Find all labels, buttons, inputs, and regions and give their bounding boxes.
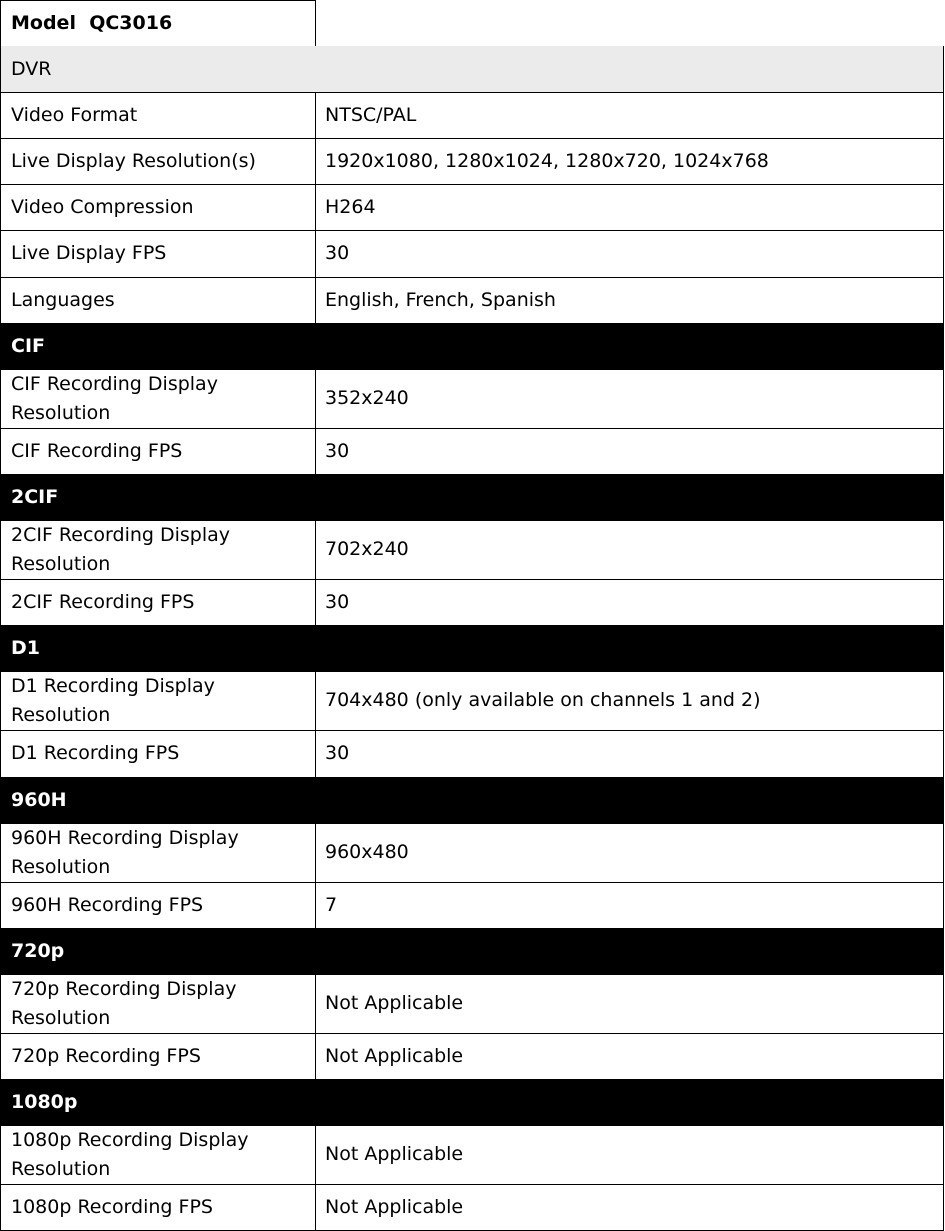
section-title: 720p xyxy=(0,928,944,975)
table-row xyxy=(0,92,945,139)
table-row xyxy=(0,579,945,626)
row-value: 30 xyxy=(315,730,944,778)
table-row xyxy=(0,974,945,1034)
section-title: DVR xyxy=(0,46,944,93)
table-row xyxy=(0,230,945,278)
table-row xyxy=(0,369,945,429)
row-label: Video Format xyxy=(0,92,316,139)
row-label: 1080p Recording FPS xyxy=(0,1184,316,1231)
section-header-960h xyxy=(0,777,945,824)
row-value: 7 xyxy=(315,882,944,929)
table-row xyxy=(0,730,945,778)
section-header-dvr xyxy=(0,46,945,93)
row-value: 30 xyxy=(315,428,944,475)
row-label: 2CIF Recording FPS xyxy=(0,579,316,626)
row-label: 960H Recording FPS xyxy=(0,882,316,929)
row-label: Live Display FPS xyxy=(0,230,316,278)
row-label: 1080p Recording Display Resolution xyxy=(0,1125,316,1185)
row-label: Video Compression xyxy=(0,184,316,231)
section-title: D1 xyxy=(0,625,944,672)
table-row xyxy=(0,823,945,883)
row-value: 704x480 (only available on channels 1 and 2) xyxy=(315,671,944,731)
row-value: 1920x1080, 1280x1024, 1280x720, 1024x768 xyxy=(315,138,944,185)
row-label: CIF Recording Display Resolution xyxy=(0,369,316,429)
section-header-cif xyxy=(0,323,945,370)
row-label: 720p Recording Display Resolution xyxy=(0,974,316,1034)
row-value: 30 xyxy=(315,230,944,278)
row-value: Not Applicable xyxy=(315,974,944,1034)
table-row xyxy=(0,184,945,231)
row-value: 702x240 xyxy=(315,520,944,580)
table-row xyxy=(0,520,945,580)
model-label: Model QC3016 xyxy=(11,12,173,34)
row-label: 720p Recording FPS xyxy=(0,1033,316,1080)
row-label: Live Display Resolution(s) xyxy=(0,138,316,185)
section-title: 1080p xyxy=(0,1079,944,1126)
section-header-720p xyxy=(0,928,945,975)
section-title: CIF xyxy=(0,323,944,370)
row-value: H264 xyxy=(315,184,944,231)
table-row xyxy=(0,882,945,929)
row-value: Not Applicable xyxy=(315,1184,944,1231)
row-label: 960H Recording Display Resolution xyxy=(0,823,316,883)
row-value: 352x240 xyxy=(315,369,944,429)
row-value: Not Applicable xyxy=(315,1033,944,1080)
section-title: 2CIF xyxy=(0,474,944,521)
model-cell xyxy=(0,0,316,47)
model-row xyxy=(0,0,316,47)
row-value: 960x480 xyxy=(315,823,944,883)
table-row xyxy=(0,428,945,475)
row-label: D1 Recording FPS xyxy=(0,730,316,778)
row-value: English, French, Spanish xyxy=(315,277,944,324)
section-header-d1 xyxy=(0,625,945,672)
row-value: NTSC/PAL xyxy=(315,92,944,139)
table-row xyxy=(0,277,945,324)
section-title: 960H xyxy=(0,777,944,824)
row-label: 2CIF Recording Display Resolution xyxy=(0,520,316,580)
table-row xyxy=(0,1033,945,1080)
table-row xyxy=(0,671,945,731)
row-value: 30 xyxy=(315,579,944,626)
section-header-1080p xyxy=(0,1079,945,1126)
table-row xyxy=(0,1125,945,1185)
table-row xyxy=(0,138,945,185)
table-row xyxy=(0,1184,945,1231)
section-header-2cif xyxy=(0,474,945,521)
row-label: CIF Recording FPS xyxy=(0,428,316,475)
row-value: Not Applicable xyxy=(315,1125,944,1185)
row-label: D1 Recording Display Resolution xyxy=(0,671,316,731)
row-label: Languages xyxy=(0,277,316,324)
